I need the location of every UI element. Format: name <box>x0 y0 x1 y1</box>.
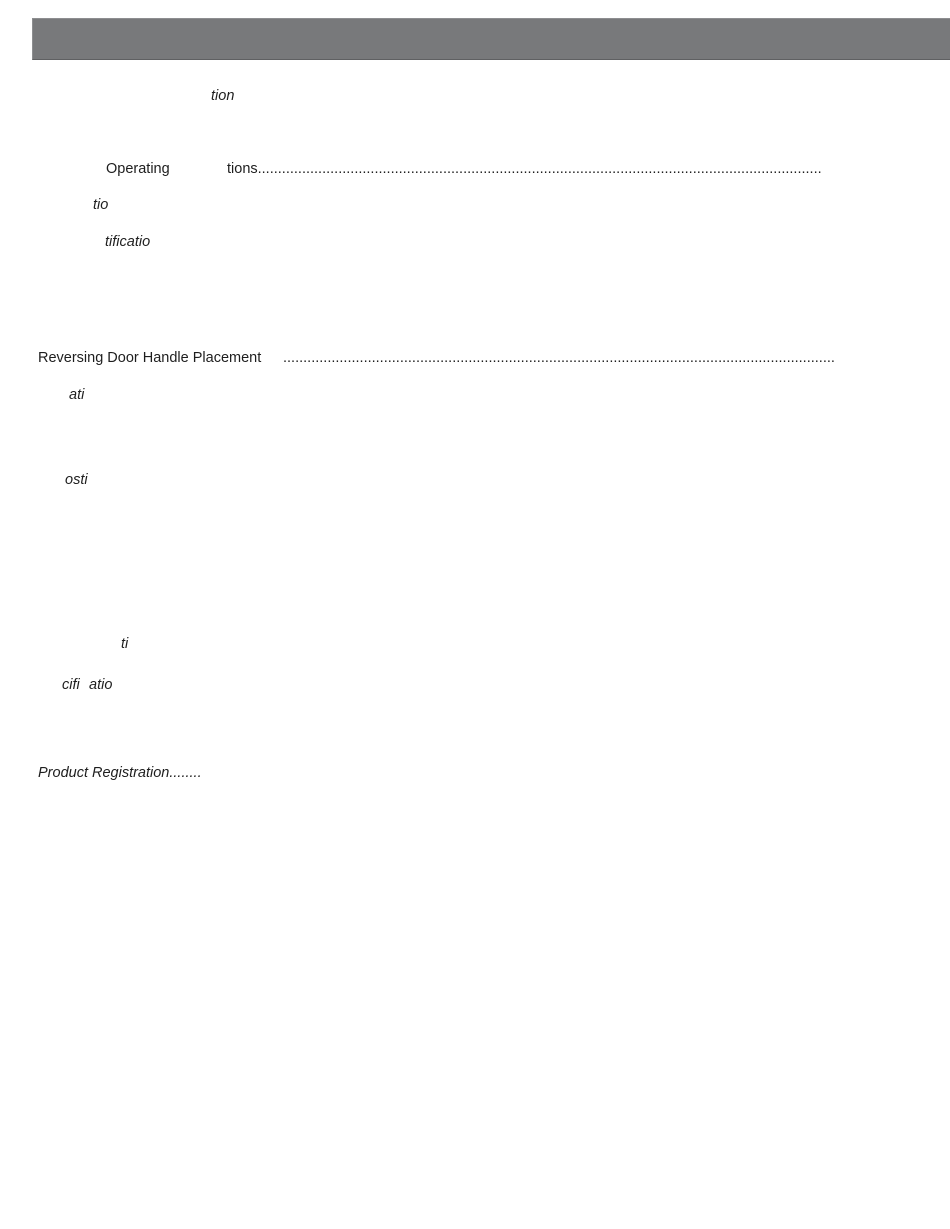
toc-fragment-tion: tion <box>211 88 235 104</box>
toc-reversing-door-handle[interactable]: Reversing Door Handle Placement <box>38 350 262 366</box>
toc-product-registration[interactable]: Product Registration........ <box>38 765 202 781</box>
toc-fragment-tio: tio <box>93 197 109 213</box>
toc-operating-instructions-leader[interactable]: tions............................................................................................................................................ <box>227 161 822 177</box>
toc-reversing-door-handle-leader[interactable]: ......................................................................................................................................... <box>283 350 835 366</box>
toc-fragment-osti: osti <box>65 472 88 488</box>
toc-operating-label[interactable]: Operating <box>106 161 170 177</box>
toc-fragment-tificatio: tificatio <box>105 234 151 250</box>
toc-fragment-ti: ti <box>121 636 129 652</box>
toc-fragment-cifi: cifi <box>62 677 80 693</box>
toc-fragment-ati: ati <box>69 387 85 403</box>
toc-fragment-atio: atio <box>89 677 113 693</box>
header-bar <box>32 18 950 60</box>
